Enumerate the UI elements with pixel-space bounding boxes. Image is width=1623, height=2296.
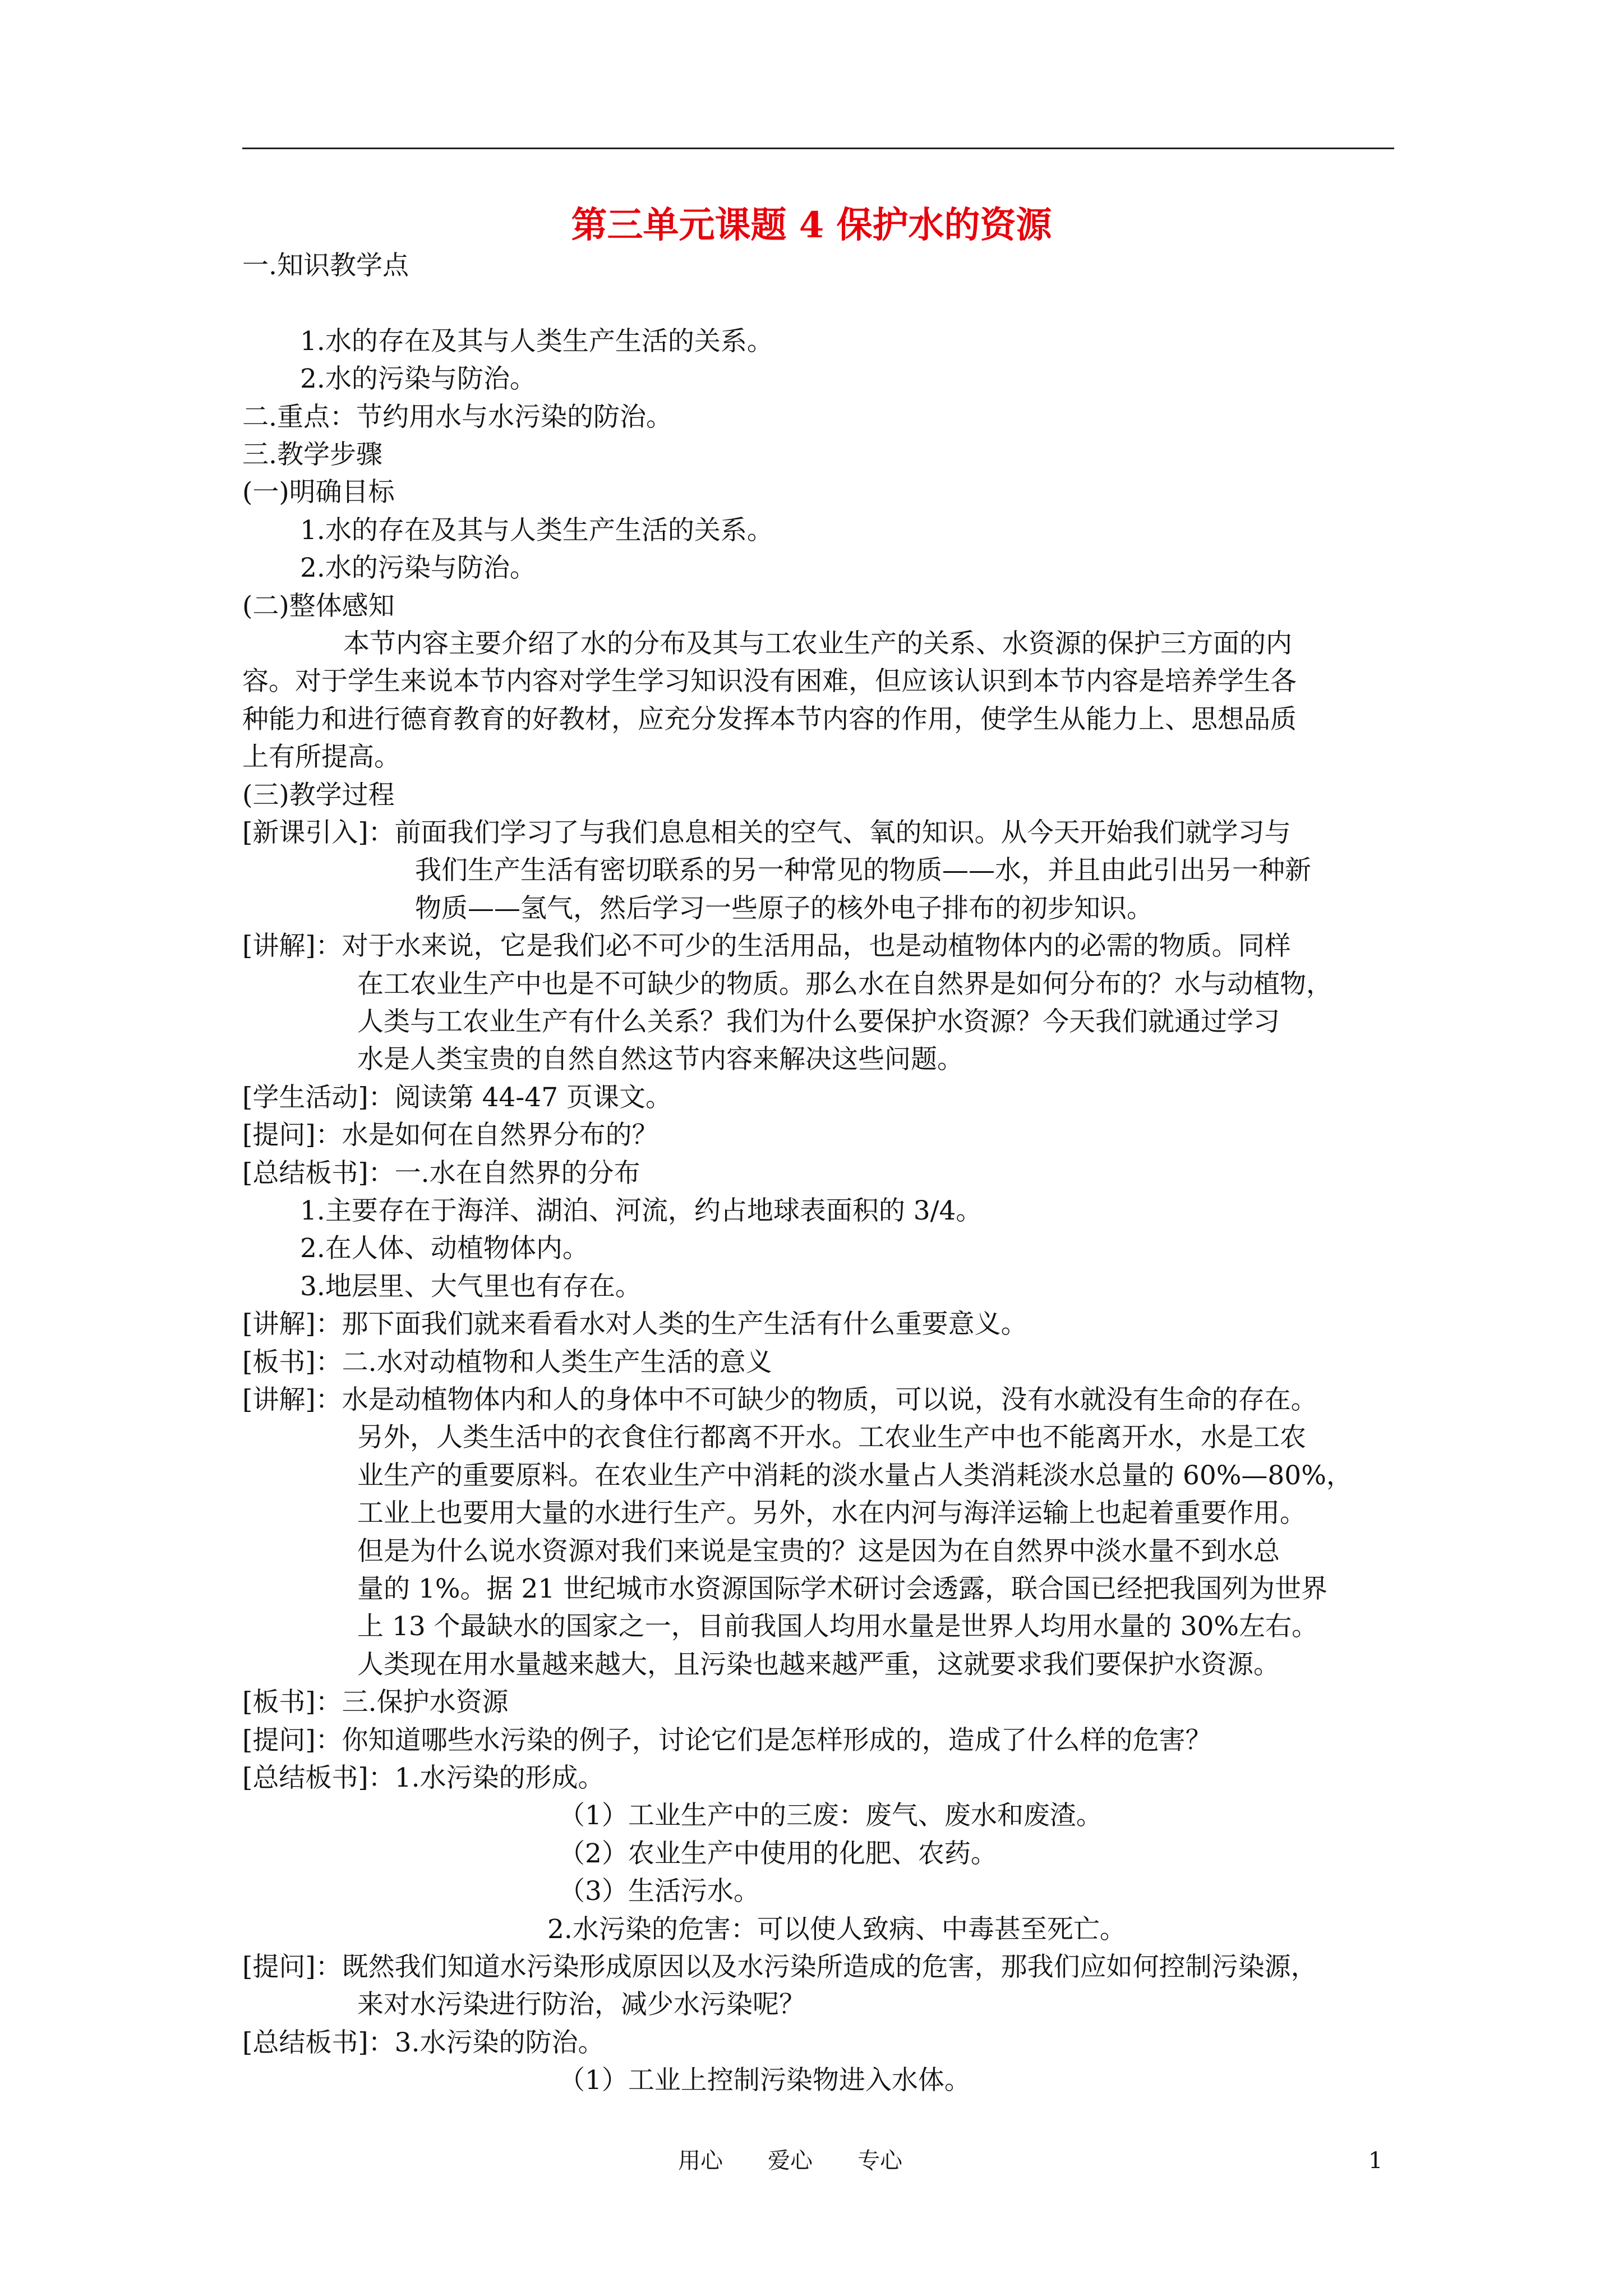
paragraph-line: 量的 1%。据 21 世纪城市水资源国际学术研讨会透露，联合国已经把我国列为世界 xyxy=(357,1573,1328,1604)
paragraph-line: 人类与工农业生产有什么关系？我们为什么要保护水资源？今天我们就通过学习 xyxy=(357,1006,1280,1037)
paragraph-line: [板书]：二.水对动植物和人类生产生活的意义 xyxy=(242,1347,772,1378)
paragraph-line: [总结板书]：1.水污染的形成。 xyxy=(242,1763,605,1793)
paragraph-line: 我们生产生活有密切联系的另一种常见的物质——水，并且由此引出另一种新 xyxy=(415,855,1311,886)
paragraph-line: [提问]：你知道哪些水污染的例子，讨论它们是怎样形成的，造成了什么样的危害？ xyxy=(242,1725,1212,1756)
list-item: 2.水的污染与防治。 xyxy=(300,553,536,583)
paragraph-line: 本节内容主要介绍了水的分布及其与工农业生产的关系、水资源的保护三方面的内 xyxy=(343,628,1292,659)
paragraph-line: 上有所提高。 xyxy=(242,742,400,772)
paragraph-line: [提问]：水是如何在自然界分布的？ xyxy=(242,1120,658,1151)
list-item: （1）工业生产中的三废：废气、废水和废渣。 xyxy=(559,1800,1103,1831)
paragraph-line: [讲解]：那下面我们就来看看水对人类的生产生活有什么重要意义。 xyxy=(242,1309,1027,1340)
list-item: （1）工业上控制污染物进入水体。 xyxy=(559,2065,971,2096)
paragraph-line: 另外，人类生活中的衣食住行都离不开水。工农业生产中也不能离开水，水是工农 xyxy=(357,1422,1306,1453)
paragraph-line: [学生活动]：阅读第 44-47 页课文。 xyxy=(242,1082,672,1113)
footer-text: 用心 爱心 专心 xyxy=(678,2148,902,2174)
page-number: 1 xyxy=(1368,2148,1383,2174)
list-item: 1.主要存在于海洋、湖泊、河流，约占地球表面积的 3/4。 xyxy=(300,1195,983,1226)
paragraph-line: 但是为什么说水资源对我们来说是宝贵的？这是因为在自然界中淡水量不到水总 xyxy=(357,1536,1280,1567)
paragraph-line: [讲解]：水是动植物体内和人的身体中不可缺少的物质，可以说，没有水就没有生命的存在。 xyxy=(242,1384,1317,1415)
paragraph-line: 人类现在用水量越来越大，且污染也越来越严重，这就要求我们要保护水资源。 xyxy=(357,1649,1280,1680)
paragraph-line: 上 13 个最缺水的国家之一，目前我国人均用水量是世界人均用水量的 30%左右。 xyxy=(357,1611,1318,1642)
list-item: （2）农业生产中使用的化肥、农药。 xyxy=(559,1838,997,1869)
page-title: 第三单元课题 4 保护水的资源 xyxy=(571,204,1052,246)
list-item: 2.水污染的危害：可以使人致病、中毒甚至死亡。 xyxy=(547,1914,1126,1945)
paragraph-line: [总结板书]：3.水污染的防治。 xyxy=(242,2027,605,2058)
section-heading: 二.重点：节约用水与水污染的防治。 xyxy=(242,402,672,432)
section-heading: 三.教学步骤 xyxy=(242,439,382,470)
paragraph-line: 在工农业生产中也是不可缺少的物质。那么水在自然界是如何分布的？水与动植物， xyxy=(357,969,1332,1000)
paragraph-line: 来对水污染进行防治，减少水污染呢？ xyxy=(357,1989,805,2020)
paragraph-line: 物质——氢气，然后学习一些原子的核外电子排布的初步知识。 xyxy=(415,893,1153,924)
paragraph-line: 容。对于学生来说本节内容对学生学习知识没有困难，但应该认识到本节内容是培养学生各 xyxy=(242,666,1297,697)
paragraph-line: [新课引入]：前面我们学习了与我们息息相关的空气、氧的知识。从今天开始我们就学习与 xyxy=(242,817,1291,848)
header-rule xyxy=(242,148,1394,149)
paragraph-line: [提问]：既然我们知道水污染形成原因以及水污染所造成的危害，那我们应如何控制污染源， xyxy=(242,1952,1317,1982)
paragraph-line: 水是人类宝贵的自然自然这节内容来解决这些问题。 xyxy=(357,1044,963,1075)
subsection-heading: (一)明确目标 xyxy=(242,477,395,508)
paragraph-line: [总结板书]：一.水在自然界的分布 xyxy=(242,1158,640,1189)
list-item: 1.水的存在及其与人类生产生活的关系。 xyxy=(300,326,773,357)
list-item: （3）生活污水。 xyxy=(559,1876,760,1907)
list-item: 1.水的存在及其与人类生产生活的关系。 xyxy=(300,515,773,546)
paragraph-line: [板书]：三.保护水资源 xyxy=(242,1687,509,1718)
subsection-heading: (二)整体感知 xyxy=(242,591,395,622)
paragraph-line: 业生产的重要原料。在农业生产中消耗的淡水量占人类消耗淡水总量的 60%—80%， xyxy=(357,1460,1353,1491)
subsection-heading: (三)教学过程 xyxy=(242,780,395,811)
list-item: 2.水的污染与防治。 xyxy=(300,364,536,394)
paragraph-line: [讲解]：对于水来说，它是我们必不可少的生活用品，也是动植物体内的必需的物质。同样 xyxy=(242,931,1291,961)
list-item: 2.在人体、动植物体内。 xyxy=(300,1233,589,1264)
section-heading: 一.知识教学点 xyxy=(242,250,409,281)
paragraph-line: 工业上也要用大量的水进行生产。另外，水在内河与海洋运输上也起着重要作用。 xyxy=(357,1498,1306,1529)
list-item: 3.地层里、大气里也有存在。 xyxy=(300,1271,642,1302)
paragraph-line: 种能力和进行德育教育的好教材，应充分发挥本节内容的作用，使学生从能力上、思想品质 xyxy=(242,704,1297,735)
